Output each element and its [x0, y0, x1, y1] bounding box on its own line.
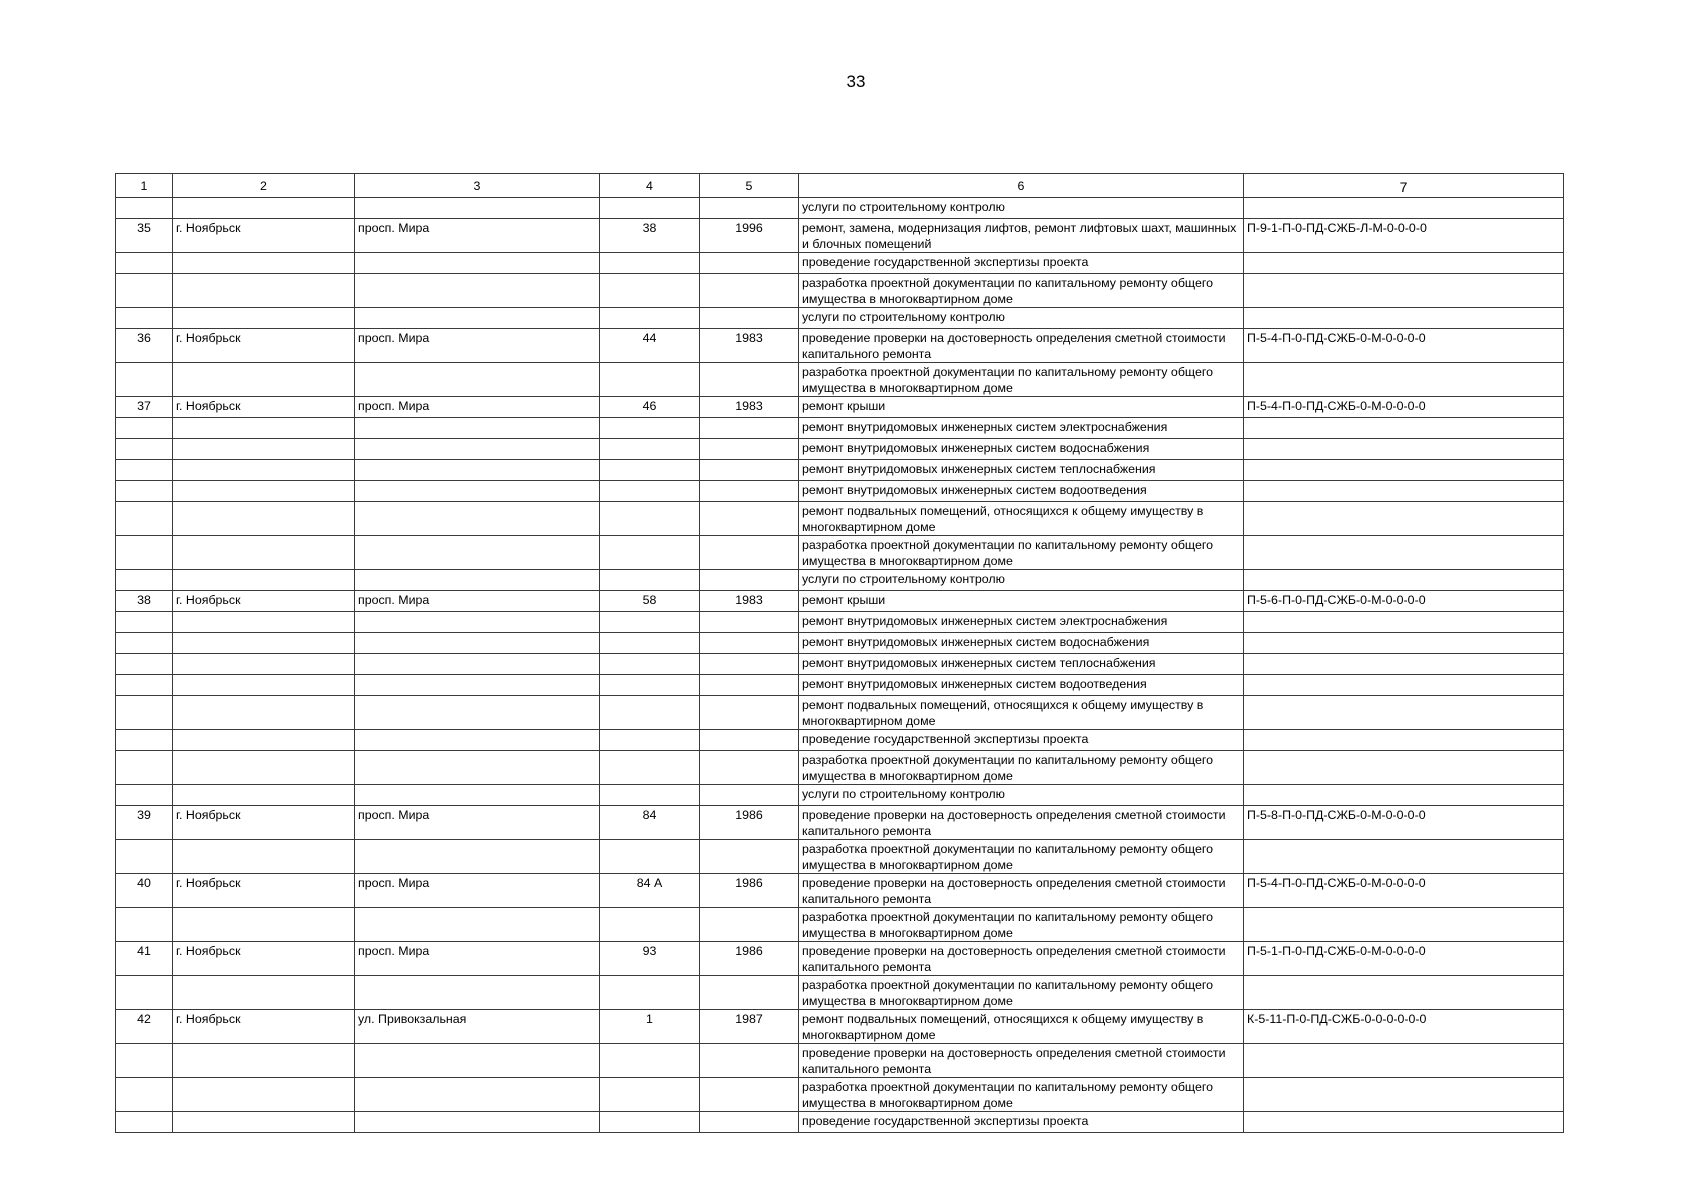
- street-cell: [355, 908, 600, 942]
- code-cell: [1244, 274, 1564, 308]
- work-type-cell: ремонт внутридомовых инженерных систем водоотведения: [799, 675, 1244, 696]
- row-number-cell: [116, 536, 173, 570]
- row-number-cell: [116, 363, 173, 397]
- table-row: [116, 1078, 1564, 1112]
- row-number-cell: 37: [116, 397, 173, 418]
- row-number-cell: 35: [116, 219, 173, 253]
- work-type-cell: ремонт подвальных помещений, относящихся к общему имуществу в многоквартирном доме: [799, 502, 1244, 536]
- row-number-cell: [116, 418, 173, 439]
- street-cell: [355, 198, 600, 219]
- year-cell: [700, 675, 799, 696]
- work-type-cell: разработка проектной документации по капитальному ремонту общего имущества в многоквартирном доме: [799, 274, 1244, 308]
- year-cell: 1987: [700, 1010, 799, 1044]
- row-number-cell: 36: [116, 329, 173, 363]
- code-cell: [1244, 198, 1564, 219]
- row-number-cell: 41: [116, 942, 173, 976]
- street-cell: [355, 730, 600, 751]
- table-row: [116, 570, 1564, 591]
- city-cell: [173, 1044, 355, 1078]
- table-row: [116, 696, 1564, 730]
- house-number-cell: [600, 253, 700, 274]
- street-cell: [355, 536, 600, 570]
- code-cell: [1244, 308, 1564, 329]
- column-number-header: 1: [116, 174, 173, 198]
- row-number-cell: [116, 840, 173, 874]
- work-type-cell: разработка проектной документации по капитальному ремонту общего имущества в многоквартирном доме: [799, 363, 1244, 397]
- house-number-cell: [600, 460, 700, 481]
- row-number-cell: [116, 198, 173, 219]
- code-cell: [1244, 654, 1564, 675]
- street-cell: [355, 976, 600, 1010]
- row-number-cell: [116, 633, 173, 654]
- city-cell: [173, 418, 355, 439]
- street-cell: [355, 439, 600, 460]
- house-number-cell: [600, 785, 700, 806]
- work-type-cell: ремонт крыши: [799, 397, 1244, 418]
- city-cell: [173, 908, 355, 942]
- row-number-cell: [116, 654, 173, 675]
- house-number-cell: [600, 976, 700, 1010]
- work-type-cell: разработка проектной документации по капитальному ремонту общего имущества в многоквартирном доме: [799, 751, 1244, 785]
- house-number-cell: 44: [600, 329, 700, 363]
- table-row: [116, 654, 1564, 675]
- table-row: [116, 502, 1564, 536]
- code-cell: П-5-4-П-0-ПД-СЖБ-0-М-0-0-0-0: [1244, 874, 1564, 908]
- street-cell: [355, 1112, 600, 1133]
- street-cell: [355, 253, 600, 274]
- work-type-cell: разработка проектной документации по капитальному ремонту общего имущества в многоквартирном доме: [799, 840, 1244, 874]
- repair-program-table: [115, 173, 1564, 1133]
- code-cell: [1244, 253, 1564, 274]
- city-cell: [173, 675, 355, 696]
- work-type-cell: разработка проектной документации по капитальному ремонту общего имущества в многоквартирном доме: [799, 976, 1244, 1010]
- house-number-cell: [600, 654, 700, 675]
- table-row: [116, 439, 1564, 460]
- street-cell: просп. Мира: [355, 219, 600, 253]
- street-cell: просп. Мира: [355, 942, 600, 976]
- year-cell: 1986: [700, 806, 799, 840]
- city-cell: [173, 1112, 355, 1133]
- row-number-cell: [116, 253, 173, 274]
- row-number-cell: [116, 1112, 173, 1133]
- row-number-cell: [116, 481, 173, 502]
- street-cell: [355, 612, 600, 633]
- table-row: [116, 942, 1564, 976]
- work-type-cell: услуги по строительному контролю: [799, 785, 1244, 806]
- table-row: [116, 591, 1564, 612]
- row-number-cell: [116, 976, 173, 1010]
- house-number-cell: [600, 308, 700, 329]
- code-cell: [1244, 730, 1564, 751]
- table-row: [116, 329, 1564, 363]
- work-type-cell: разработка проектной документации по капитальному ремонту общего имущества в многоквартирном доме: [799, 908, 1244, 942]
- year-cell: [700, 1078, 799, 1112]
- house-number-cell: 58: [600, 591, 700, 612]
- year-cell: [700, 418, 799, 439]
- table-row: [116, 460, 1564, 481]
- work-type-cell: услуги по строительному контролю: [799, 308, 1244, 329]
- work-type-cell: ремонт крыши: [799, 591, 1244, 612]
- street-cell: просп. Мира: [355, 591, 600, 612]
- code-cell: [1244, 1112, 1564, 1133]
- city-cell: [173, 460, 355, 481]
- street-cell: [355, 840, 600, 874]
- table-row: [116, 874, 1564, 908]
- row-number-cell: [116, 1078, 173, 1112]
- table-row: [116, 806, 1564, 840]
- year-cell: [700, 730, 799, 751]
- work-type-cell: услуги по строительному контролю: [799, 198, 1244, 219]
- work-type-cell: проведение проверки на достоверность определения сметной стоимости капитального ремонта: [799, 942, 1244, 976]
- year-cell: [700, 308, 799, 329]
- year-cell: 1983: [700, 329, 799, 363]
- house-number-cell: 1: [600, 1010, 700, 1044]
- work-type-cell: ремонт внутридомовых инженерных систем теплоснабжения: [799, 460, 1244, 481]
- year-cell: [700, 654, 799, 675]
- row-number-cell: [116, 460, 173, 481]
- work-type-cell: ремонт внутридомовых инженерных систем водоснабжения: [799, 439, 1244, 460]
- house-number-cell: 84 А: [600, 874, 700, 908]
- year-cell: 1983: [700, 397, 799, 418]
- code-cell: П-5-4-П-0-ПД-СЖБ-0-М-0-0-0-0: [1244, 397, 1564, 418]
- code-cell: [1244, 1078, 1564, 1112]
- city-cell: [173, 253, 355, 274]
- row-number-cell: [116, 308, 173, 329]
- street-cell: [355, 633, 600, 654]
- year-cell: [700, 253, 799, 274]
- city-cell: [173, 274, 355, 308]
- house-number-cell: [600, 675, 700, 696]
- table-row: [116, 908, 1564, 942]
- table-row: [116, 1112, 1564, 1133]
- street-cell: [355, 418, 600, 439]
- code-cell: [1244, 460, 1564, 481]
- column-number-header: 3: [355, 174, 600, 198]
- code-cell: [1244, 785, 1564, 806]
- year-cell: 1996: [700, 219, 799, 253]
- street-cell: [355, 675, 600, 696]
- street-cell: [355, 654, 600, 675]
- house-number-cell: 38: [600, 219, 700, 253]
- row-number-cell: 42: [116, 1010, 173, 1044]
- year-cell: [700, 696, 799, 730]
- code-cell: [1244, 536, 1564, 570]
- house-number-cell: 84: [600, 806, 700, 840]
- house-number-cell: [600, 751, 700, 785]
- column-number-header: 6: [799, 174, 1244, 198]
- city-cell: [173, 730, 355, 751]
- work-type-cell: проведение проверки на достоверность определения сметной стоимости капитального ремонта: [799, 806, 1244, 840]
- city-cell: г. Ноябрьск: [173, 219, 355, 253]
- year-cell: [700, 439, 799, 460]
- row-number-cell: [116, 696, 173, 730]
- house-number-cell: [600, 633, 700, 654]
- house-number-cell: [600, 1112, 700, 1133]
- house-number-cell: [600, 198, 700, 219]
- table-body: [116, 198, 1564, 1133]
- code-cell: [1244, 502, 1564, 536]
- year-cell: [700, 1044, 799, 1078]
- house-number-cell: [600, 439, 700, 460]
- table-row: [116, 481, 1564, 502]
- city-cell: [173, 1078, 355, 1112]
- year-cell: [700, 481, 799, 502]
- city-cell: [173, 696, 355, 730]
- work-type-cell: проведение государственной экспертизы проекта: [799, 730, 1244, 751]
- street-cell: просп. Мира: [355, 806, 600, 840]
- street-cell: [355, 274, 600, 308]
- year-cell: [700, 785, 799, 806]
- house-number-cell: [600, 730, 700, 751]
- table-row: [116, 397, 1564, 418]
- city-cell: г. Ноябрьск: [173, 942, 355, 976]
- row-number-cell: [116, 675, 173, 696]
- table-row: [116, 308, 1564, 329]
- city-cell: [173, 502, 355, 536]
- row-number-cell: [116, 612, 173, 633]
- code-cell: [1244, 840, 1564, 874]
- table-row: [116, 1044, 1564, 1078]
- city-cell: [173, 308, 355, 329]
- year-cell: [700, 976, 799, 1010]
- street-cell: [355, 460, 600, 481]
- city-cell: [173, 785, 355, 806]
- column-number-header: 2: [173, 174, 355, 198]
- work-type-cell: проведение проверки на достоверность определения сметной стоимости капитального ремонта: [799, 1044, 1244, 1078]
- house-number-cell: [600, 840, 700, 874]
- row-number-cell: [116, 908, 173, 942]
- table-row: [116, 418, 1564, 439]
- house-number-cell: 93: [600, 942, 700, 976]
- street-cell: [355, 502, 600, 536]
- column-number-header: 5: [700, 174, 799, 198]
- house-number-cell: [600, 481, 700, 502]
- house-number-cell: [600, 363, 700, 397]
- table-row: [116, 633, 1564, 654]
- table-row: [116, 976, 1564, 1010]
- year-cell: [700, 751, 799, 785]
- code-cell: [1244, 570, 1564, 591]
- row-number-cell: [116, 1044, 173, 1078]
- page-number: 33: [846, 72, 866, 91]
- year-cell: [700, 363, 799, 397]
- city-cell: г. Ноябрьск: [173, 591, 355, 612]
- house-number-cell: [600, 570, 700, 591]
- year-cell: [700, 502, 799, 536]
- street-cell: [355, 751, 600, 785]
- work-type-cell: ремонт внутридомовых инженерных систем водоотведения: [799, 481, 1244, 502]
- code-cell: [1244, 439, 1564, 460]
- work-type-cell: ремонт внутридомовых инженерных систем электроснабжения: [799, 418, 1244, 439]
- city-cell: [173, 363, 355, 397]
- street-cell: [355, 785, 600, 806]
- year-cell: [700, 612, 799, 633]
- city-cell: [173, 570, 355, 591]
- city-cell: [173, 654, 355, 675]
- work-type-cell: проведение проверки на достоверность определения сметной стоимости капитального ремонта: [799, 874, 1244, 908]
- code-cell: К-5-11-П-0-ПД-СЖБ-0-0-0-0-0-0: [1244, 1010, 1564, 1044]
- table-row: [116, 253, 1564, 274]
- code-cell: [1244, 908, 1564, 942]
- street-cell: [355, 1078, 600, 1112]
- table-row: [116, 363, 1564, 397]
- year-cell: [700, 908, 799, 942]
- street-cell: ул. Привокзальная: [355, 1010, 600, 1044]
- code-cell: П-5-4-П-0-ПД-СЖБ-0-М-0-0-0-0: [1244, 329, 1564, 363]
- code-cell: [1244, 363, 1564, 397]
- work-type-cell: разработка проектной документации по капитальному ремонту общего имущества в многоквартирном доме: [799, 1078, 1244, 1112]
- street-cell: [355, 308, 600, 329]
- city-cell: г. Ноябрьск: [173, 397, 355, 418]
- row-number-cell: [116, 751, 173, 785]
- year-cell: [700, 460, 799, 481]
- house-number-cell: [600, 1044, 700, 1078]
- work-type-cell: проведение государственной экспертизы проекта: [799, 1112, 1244, 1133]
- table-row: [116, 785, 1564, 806]
- city-cell: [173, 612, 355, 633]
- code-cell: [1244, 696, 1564, 730]
- work-type-cell: услуги по строительному контролю: [799, 570, 1244, 591]
- house-number-cell: 46: [600, 397, 700, 418]
- code-cell: [1244, 675, 1564, 696]
- year-cell: [700, 1112, 799, 1133]
- table-row: [116, 730, 1564, 751]
- code-cell: П-9-1-П-0-ПД-СЖБ-Л-М-0-0-0-0: [1244, 219, 1564, 253]
- code-cell: П-5-1-П-0-ПД-СЖБ-0-М-0-0-0-0: [1244, 942, 1564, 976]
- house-number-cell: [600, 536, 700, 570]
- work-type-cell: ремонт внутридомовых инженерных систем водоснабжения: [799, 633, 1244, 654]
- work-type-cell: ремонт внутридомовых инженерных систем электроснабжения: [799, 612, 1244, 633]
- code-cell: [1244, 751, 1564, 785]
- street-cell: [355, 696, 600, 730]
- code-cell: [1244, 976, 1564, 1010]
- row-number-cell: [116, 785, 173, 806]
- code-cell: [1244, 418, 1564, 439]
- table-row: [116, 675, 1564, 696]
- year-cell: [700, 536, 799, 570]
- table-row: [116, 1010, 1564, 1044]
- street-cell: просп. Мира: [355, 874, 600, 908]
- house-number-cell: [600, 418, 700, 439]
- city-cell: г. Ноябрьск: [173, 874, 355, 908]
- row-number-cell: [116, 439, 173, 460]
- work-type-cell: ремонт внутридомовых инженерных систем теплоснабжения: [799, 654, 1244, 675]
- house-number-cell: [600, 908, 700, 942]
- year-cell: 1986: [700, 874, 799, 908]
- row-number-cell: 38: [116, 591, 173, 612]
- table-row: [116, 198, 1564, 219]
- column-number-header: 7: [1244, 174, 1564, 198]
- work-type-cell: ремонт, замена, модернизация лифтов, ремонт лифтовых шахт, машинных и блочных помещений: [799, 219, 1244, 253]
- year-cell: 1983: [700, 591, 799, 612]
- work-type-cell: проведение проверки на достоверность определения сметной стоимости капитального ремонта: [799, 329, 1244, 363]
- city-cell: [173, 633, 355, 654]
- house-number-cell: [600, 1078, 700, 1112]
- table-row: [116, 219, 1564, 253]
- row-number-cell: [116, 570, 173, 591]
- year-cell: [700, 198, 799, 219]
- city-cell: [173, 536, 355, 570]
- work-type-cell: проведение государственной экспертизы проекта: [799, 253, 1244, 274]
- table-row: [116, 612, 1564, 633]
- street-cell: [355, 481, 600, 502]
- city-cell: [173, 976, 355, 1010]
- row-number-cell: 40: [116, 874, 173, 908]
- table-row: [116, 840, 1564, 874]
- street-cell: [355, 1044, 600, 1078]
- row-number-cell: 39: [116, 806, 173, 840]
- code-cell: [1244, 633, 1564, 654]
- city-cell: [173, 198, 355, 219]
- table-row: [116, 536, 1564, 570]
- work-type-cell: ремонт подвальных помещений, относящихся к общему имуществу в многоквартирном доме: [799, 696, 1244, 730]
- year-cell: [700, 570, 799, 591]
- code-cell: П-5-6-П-0-ПД-СЖБ-0-М-0-0-0-0: [1244, 591, 1564, 612]
- code-cell: П-5-8-П-0-ПД-СЖБ-0-М-0-0-0-0: [1244, 806, 1564, 840]
- house-number-cell: [600, 502, 700, 536]
- code-cell: [1244, 612, 1564, 633]
- row-number-cell: [116, 274, 173, 308]
- house-number-cell: [600, 612, 700, 633]
- city-cell: г. Ноябрьск: [173, 329, 355, 363]
- table-row: [116, 274, 1564, 308]
- row-number-cell: [116, 502, 173, 536]
- city-cell: [173, 840, 355, 874]
- house-number-cell: [600, 696, 700, 730]
- work-type-cell: разработка проектной документации по капитальному ремонту общего имущества в многоквартирном доме: [799, 536, 1244, 570]
- year-cell: 1986: [700, 942, 799, 976]
- city-cell: [173, 439, 355, 460]
- street-cell: просп. Мира: [355, 397, 600, 418]
- street-cell: просп. Мира: [355, 329, 600, 363]
- city-cell: [173, 751, 355, 785]
- street-cell: [355, 570, 600, 591]
- year-cell: [700, 633, 799, 654]
- house-number-cell: [600, 274, 700, 308]
- code-cell: [1244, 481, 1564, 502]
- code-cell: [1244, 1044, 1564, 1078]
- city-cell: г. Ноябрьск: [173, 806, 355, 840]
- street-cell: [355, 363, 600, 397]
- year-cell: [700, 274, 799, 308]
- city-cell: г. Ноябрьск: [173, 1010, 355, 1044]
- column-number-row: [116, 174, 1564, 198]
- work-type-cell: ремонт подвальных помещений, относящихся к общему имуществу в многоквартирном доме: [799, 1010, 1244, 1044]
- city-cell: [173, 481, 355, 502]
- year-cell: [700, 840, 799, 874]
- row-number-cell: [116, 730, 173, 751]
- table-row: [116, 751, 1564, 785]
- column-number-header: 4: [600, 174, 700, 198]
